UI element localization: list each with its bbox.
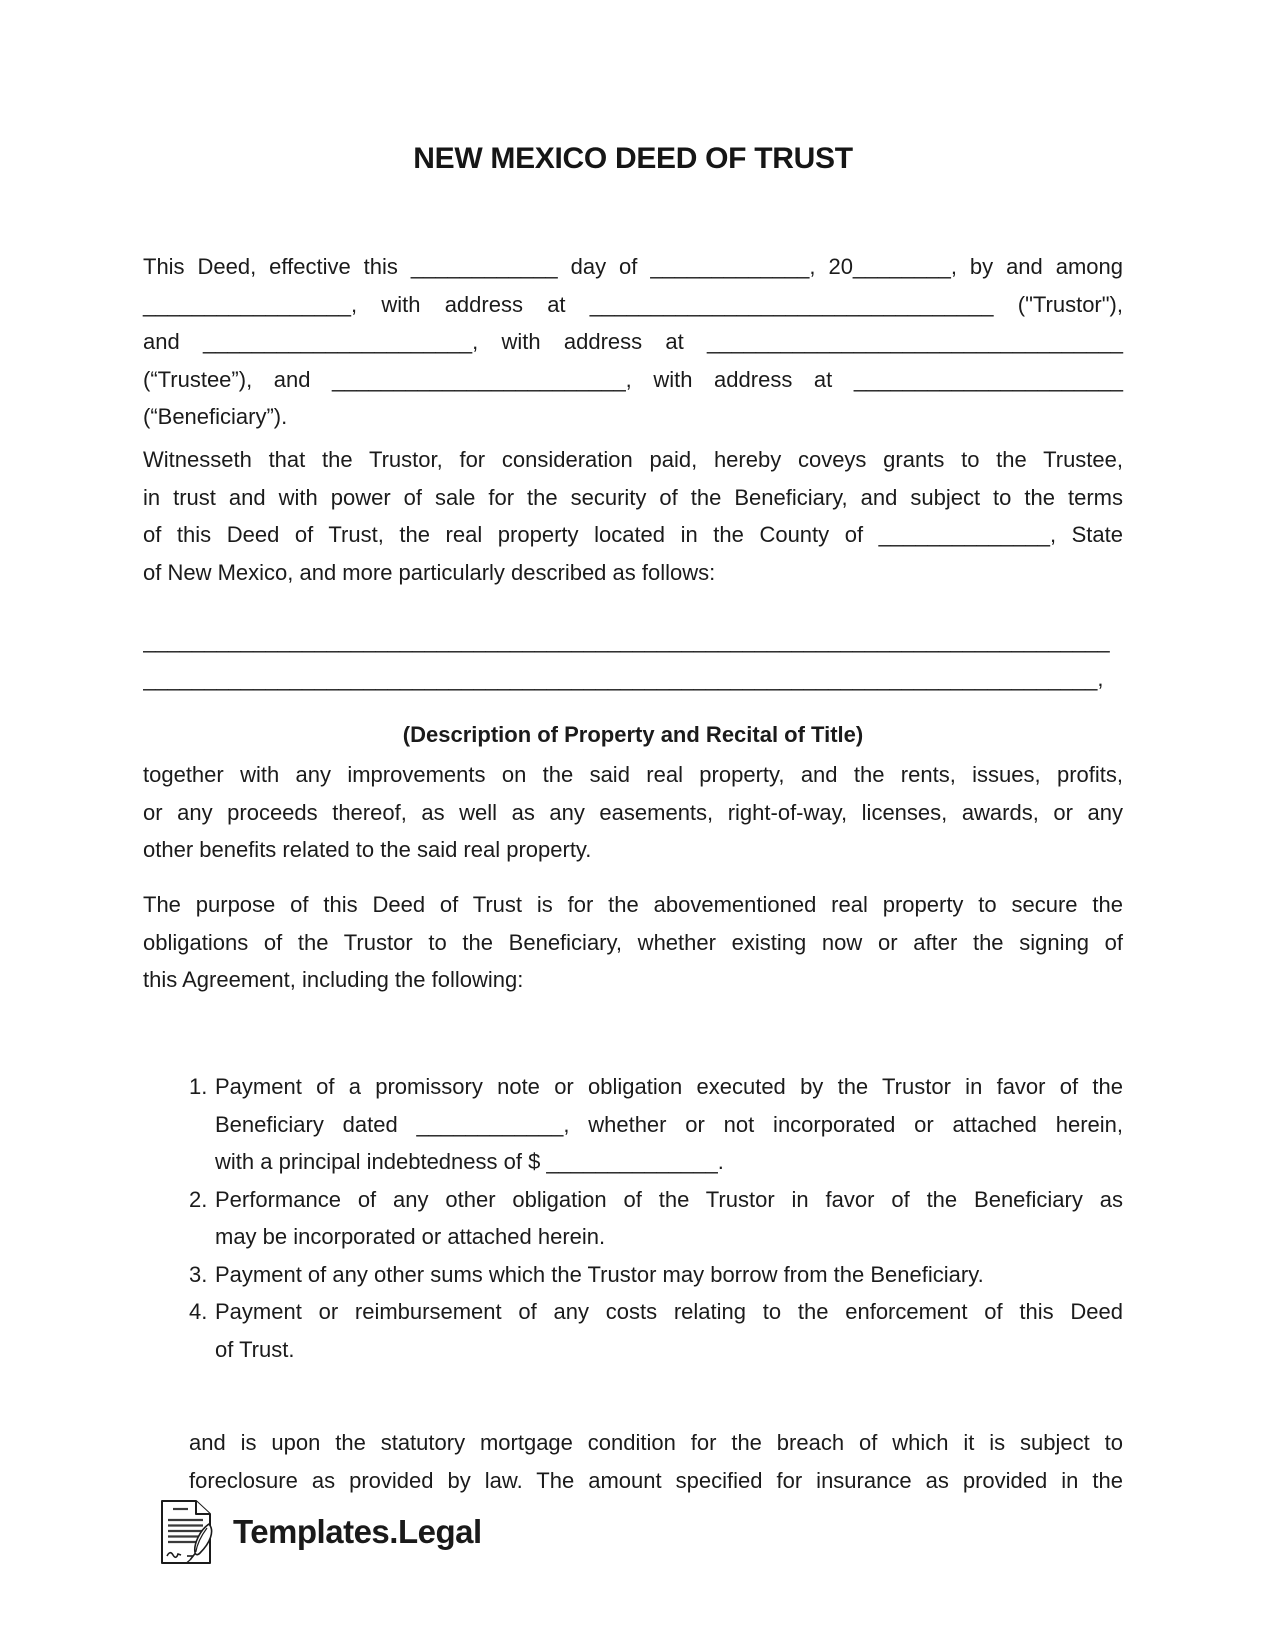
text-line: Payment or reimbursement of any costs relating to the enforcement of this Deed — [215, 1299, 1123, 1324]
text-line: (“Trustee”), and ________________________, with address at ______________________ — [143, 366, 1123, 392]
text-line: may be incorporated or attached herein. — [215, 1224, 606, 1249]
witnesseth-paragraph — [143, 441, 1123, 591]
intro-paragraph — [143, 248, 1123, 436]
document-quill-icon — [157, 1498, 217, 1566]
text-line: and ______________________, with address at __________________________________ — [143, 329, 1123, 354]
obligation-list-item — [143, 1068, 1123, 1181]
list-item-number: 1. — [189, 1074, 208, 1099]
list-item-number: 3. — [189, 1261, 208, 1287]
text-line: other benefits related to the said real property. — [143, 837, 592, 862]
obligation-list-item — [143, 1256, 1123, 1294]
text-line: Witnesseth that the Trustor, for consideration paid, hereby coveys grants to the Trustee, — [143, 447, 1123, 472]
brand-name: Templates.Legal — [233, 1513, 482, 1550]
closing-paragraph — [189, 1424, 1123, 1499]
page-title: NEW MEXICO DEED OF TRUST — [413, 142, 853, 175]
text-line: of Trust. — [215, 1336, 295, 1362]
purpose-paragraph — [143, 886, 1123, 999]
text-line: Beneficiary dated ____________, whether or not incorporated or attached herein, — [215, 1111, 1123, 1137]
text-line: this Agreement, including the following: — [143, 967, 524, 992]
list-item-text — [215, 1293, 1123, 1368]
description-heading: (Description of Property and Recital of Title) — [402, 722, 864, 747]
obligation-list-item — [143, 1293, 1123, 1368]
text-line: _______________________________________________________________________________ — [143, 628, 1110, 653]
text-line: Payment of a promissory note or obligation executed by the Trustor in favor of the — [215, 1074, 1123, 1099]
text-line: of New Mexico, and more particularly described as follows: — [143, 559, 716, 585]
obligations-list — [143, 1068, 1123, 1368]
list-item-text — [215, 1256, 1123, 1294]
text-line: Payment of any other sums which the Trustor may borrow from the Beneficiary. — [215, 1261, 984, 1287]
list-item-number: 2. — [189, 1186, 208, 1212]
text-line: (“Beneficiary”). — [143, 404, 288, 429]
list-item-text — [215, 1068, 1123, 1181]
text-line: Performance of any other obligation of the Trustor in favor of the Beneficiary as — [215, 1186, 1123, 1212]
obligation-list-item — [143, 1181, 1123, 1256]
list-item-text — [215, 1181, 1123, 1256]
list-item-number: 4. — [189, 1299, 208, 1324]
text-line: together with any improvements on the said real property, and the rents, issues, profits, — [143, 762, 1123, 787]
together-with-paragraph — [143, 756, 1123, 869]
property-description-blank-lines — [143, 622, 1123, 697]
text-line: or any proceeds thereof, as well as any easements, right-of-way, licenses, awards, or any — [143, 799, 1123, 825]
text-line: The purpose of this Deed of Trust is for the abovementioned real property to secure the — [143, 892, 1123, 917]
text-line: obligations of the Trustor to the Beneficiary, whether existing now or after the signing of — [143, 929, 1123, 955]
text-line: of this Deed of Trust, the real property located in the County of ______________, State — [143, 522, 1123, 547]
text-line: and is upon the statutory mortgage condition for the breach of which it is subject to — [189, 1430, 1123, 1455]
text-line: _________________, with address at _________________________________ ("Trustor"), — [143, 291, 1123, 317]
footer-brand — [157, 1498, 482, 1566]
text-line: This Deed, effective this ____________ day of _____________, 20________, by and among — [143, 254, 1123, 279]
text-line: with a principal indebtedness of $ ______________. — [215, 1149, 724, 1174]
text-line: foreclosure as provided by law. The amount specified for insurance as provided in the — [189, 1467, 1123, 1493]
text-line: ______________________________________________________________________________, — [143, 665, 1104, 691]
text-line: in trust and with power of sale for the security of the Beneficiary, and subject to the terms — [143, 484, 1123, 510]
